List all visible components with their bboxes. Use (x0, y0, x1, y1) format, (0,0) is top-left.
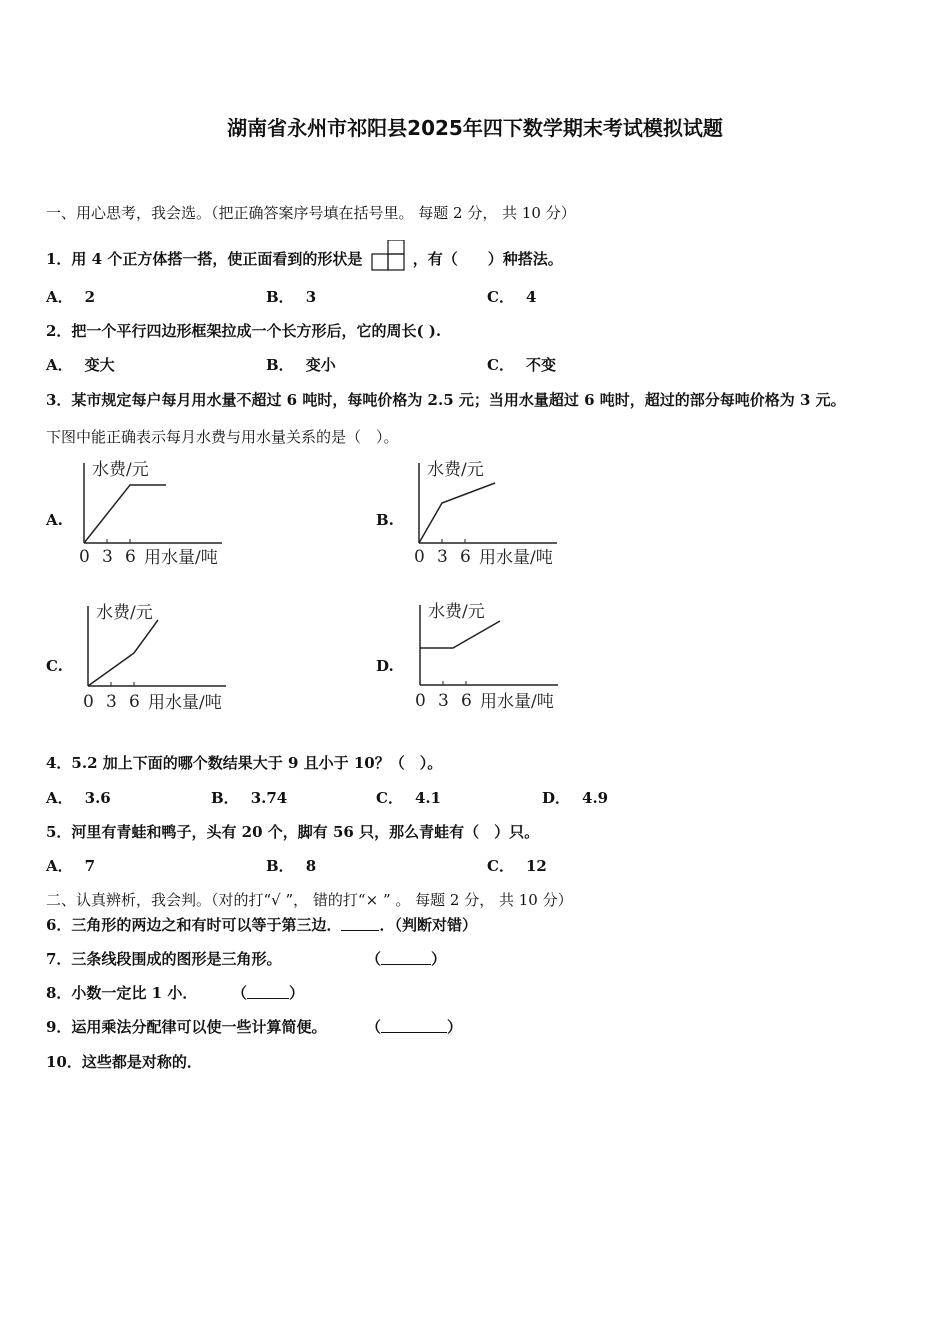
q3-option-c-label[interactable]: C. (46, 657, 63, 675)
question-1-text: 1．用 4 个正方体搭一搭，使正面看到的形状是 (46, 250, 363, 268)
graph-c-tick-3: 3 (106, 692, 117, 712)
graph-c-xlabel: 用水量/吨 (148, 693, 222, 713)
section-2-heading: 二、认真辨析，我会判。（对的打“√ ”， 错的打“× ” 。 每题 2 分， 共 10 分） (46, 891, 573, 909)
question-3-line-2: 下图中能正确表示每月水费与用水量关系的是（ ）。 (46, 428, 399, 446)
q5-option-c[interactable]: C． 12 (487, 857, 547, 875)
q2-option-b[interactable]: B． 变小 (266, 356, 336, 374)
q5-option-a[interactable]: A． 7 (46, 857, 96, 875)
q2-option-a[interactable]: A． 变大 (46, 356, 115, 374)
graph-d-tick-6: 6 (461, 691, 472, 711)
graph-d-xlabel: 用水量/吨 (480, 692, 554, 712)
question-9-text: 9．运用乘法分配律可以使一些计算简便。 (46, 1018, 327, 1036)
question-2: 2．把一个平行四边形框架拉成一个长方形后，它的周长( ). (46, 322, 442, 340)
q3-option-d-label[interactable]: D. (376, 657, 394, 675)
graph-a-tick-3: 3 (102, 547, 113, 567)
question-3-line-1: 3．某市规定每户每月用水量不超过 6 吨时，每吨价格为 2.5 元；当用水量超过 6 吨时，超过的部分每吨价格为 3 元。 (46, 391, 846, 409)
question-5: 5．河里有青蛙和鸭子，头有 20 个，脚有 56 只，那么青蛙有（ ）只。 (46, 823, 540, 841)
question-4: 4．5.2 加上下面的哪个数结果大于 9 且小于 10？（ ）。 (46, 754, 443, 772)
graph-c-tick-0: 0 (83, 692, 94, 712)
question-1 (46, 240, 563, 276)
q4-option-a[interactable]: A． 3.6 (46, 789, 111, 807)
q1-option-a[interactable]: A． 2 (46, 288, 96, 306)
q3-graph-c[interactable] (76, 598, 256, 720)
graph-c-ylabel: 水费/元 (96, 603, 153, 623)
question-8 (46, 982, 305, 1003)
question-6-text: 6．三角形的两边之和有时可以等于第三边． (46, 916, 342, 934)
graph-d-tick-3: 3 (438, 691, 449, 711)
q2-option-c[interactable]: C． 不变 (487, 356, 556, 374)
question-9 (46, 1016, 463, 1037)
graph-b-xlabel: 用水量/吨 (479, 548, 553, 568)
question-6 (46, 914, 477, 935)
q4-option-c[interactable]: C． 4.1 (376, 789, 442, 807)
graph-b-tick-0: 0 (414, 547, 425, 567)
graph-b-tick-6: 6 (460, 547, 471, 567)
question-8-text: 8．小数一定比 1 小． (46, 984, 198, 1002)
graph-b-ylabel: 水费/元 (427, 460, 484, 480)
cube-front-view-icon (370, 240, 406, 276)
q1-option-c[interactable]: C． 4 (487, 288, 537, 306)
graph-a-ylabel: 水费/元 (92, 460, 149, 480)
graph-d-tick-0: 0 (415, 691, 426, 711)
q5-option-b[interactable]: B． 8 (266, 857, 317, 875)
answer-blank-8[interactable]: （ ） (232, 984, 305, 1002)
graph-a-tick-0: 0 (79, 547, 90, 567)
question-6-tail: ．（判断对错） (379, 916, 477, 934)
graph-b-tick-3: 3 (437, 547, 448, 567)
question-7 (46, 948, 447, 969)
q3-graph-b[interactable] (407, 455, 587, 575)
question-10: 10．这些都是对称的． (46, 1053, 202, 1071)
q4-option-b[interactable]: B． 3.74 (211, 789, 288, 807)
graph-a-tick-6: 6 (125, 547, 136, 567)
page-title: 湖南省永州市祁阳县2025年四下数学期末考试模拟试题 (227, 116, 723, 140)
section-1-heading: 一、用心思考，我会选。（把正确答案序号填在括号里。 每题 2 分， 共 10 分） (46, 204, 576, 222)
graph-d-ylabel: 水费/元 (428, 602, 485, 622)
question-1-text-tail: ，有（ ）种搭法。 (412, 250, 563, 268)
q1-option-b[interactable]: B． 3 (266, 288, 317, 306)
question-7-text: 7．三条线段围成的图形是三角形。 (46, 950, 282, 968)
q3-option-a-label[interactable]: A. (46, 511, 63, 529)
graph-c-tick-6: 6 (129, 692, 140, 712)
q3-graph-a[interactable] (72, 455, 252, 575)
q3-option-b-label[interactable]: B. (376, 511, 394, 529)
answer-blank-6[interactable] (341, 916, 379, 931)
q3-graph-d[interactable] (408, 597, 588, 719)
q4-option-d[interactable]: D． 4.9 (542, 789, 609, 807)
answer-blank-7[interactable]: （ ） (366, 950, 447, 968)
graph-a-xlabel: 用水量/吨 (144, 548, 218, 568)
answer-blank-9[interactable]: （ ） (366, 1018, 463, 1036)
